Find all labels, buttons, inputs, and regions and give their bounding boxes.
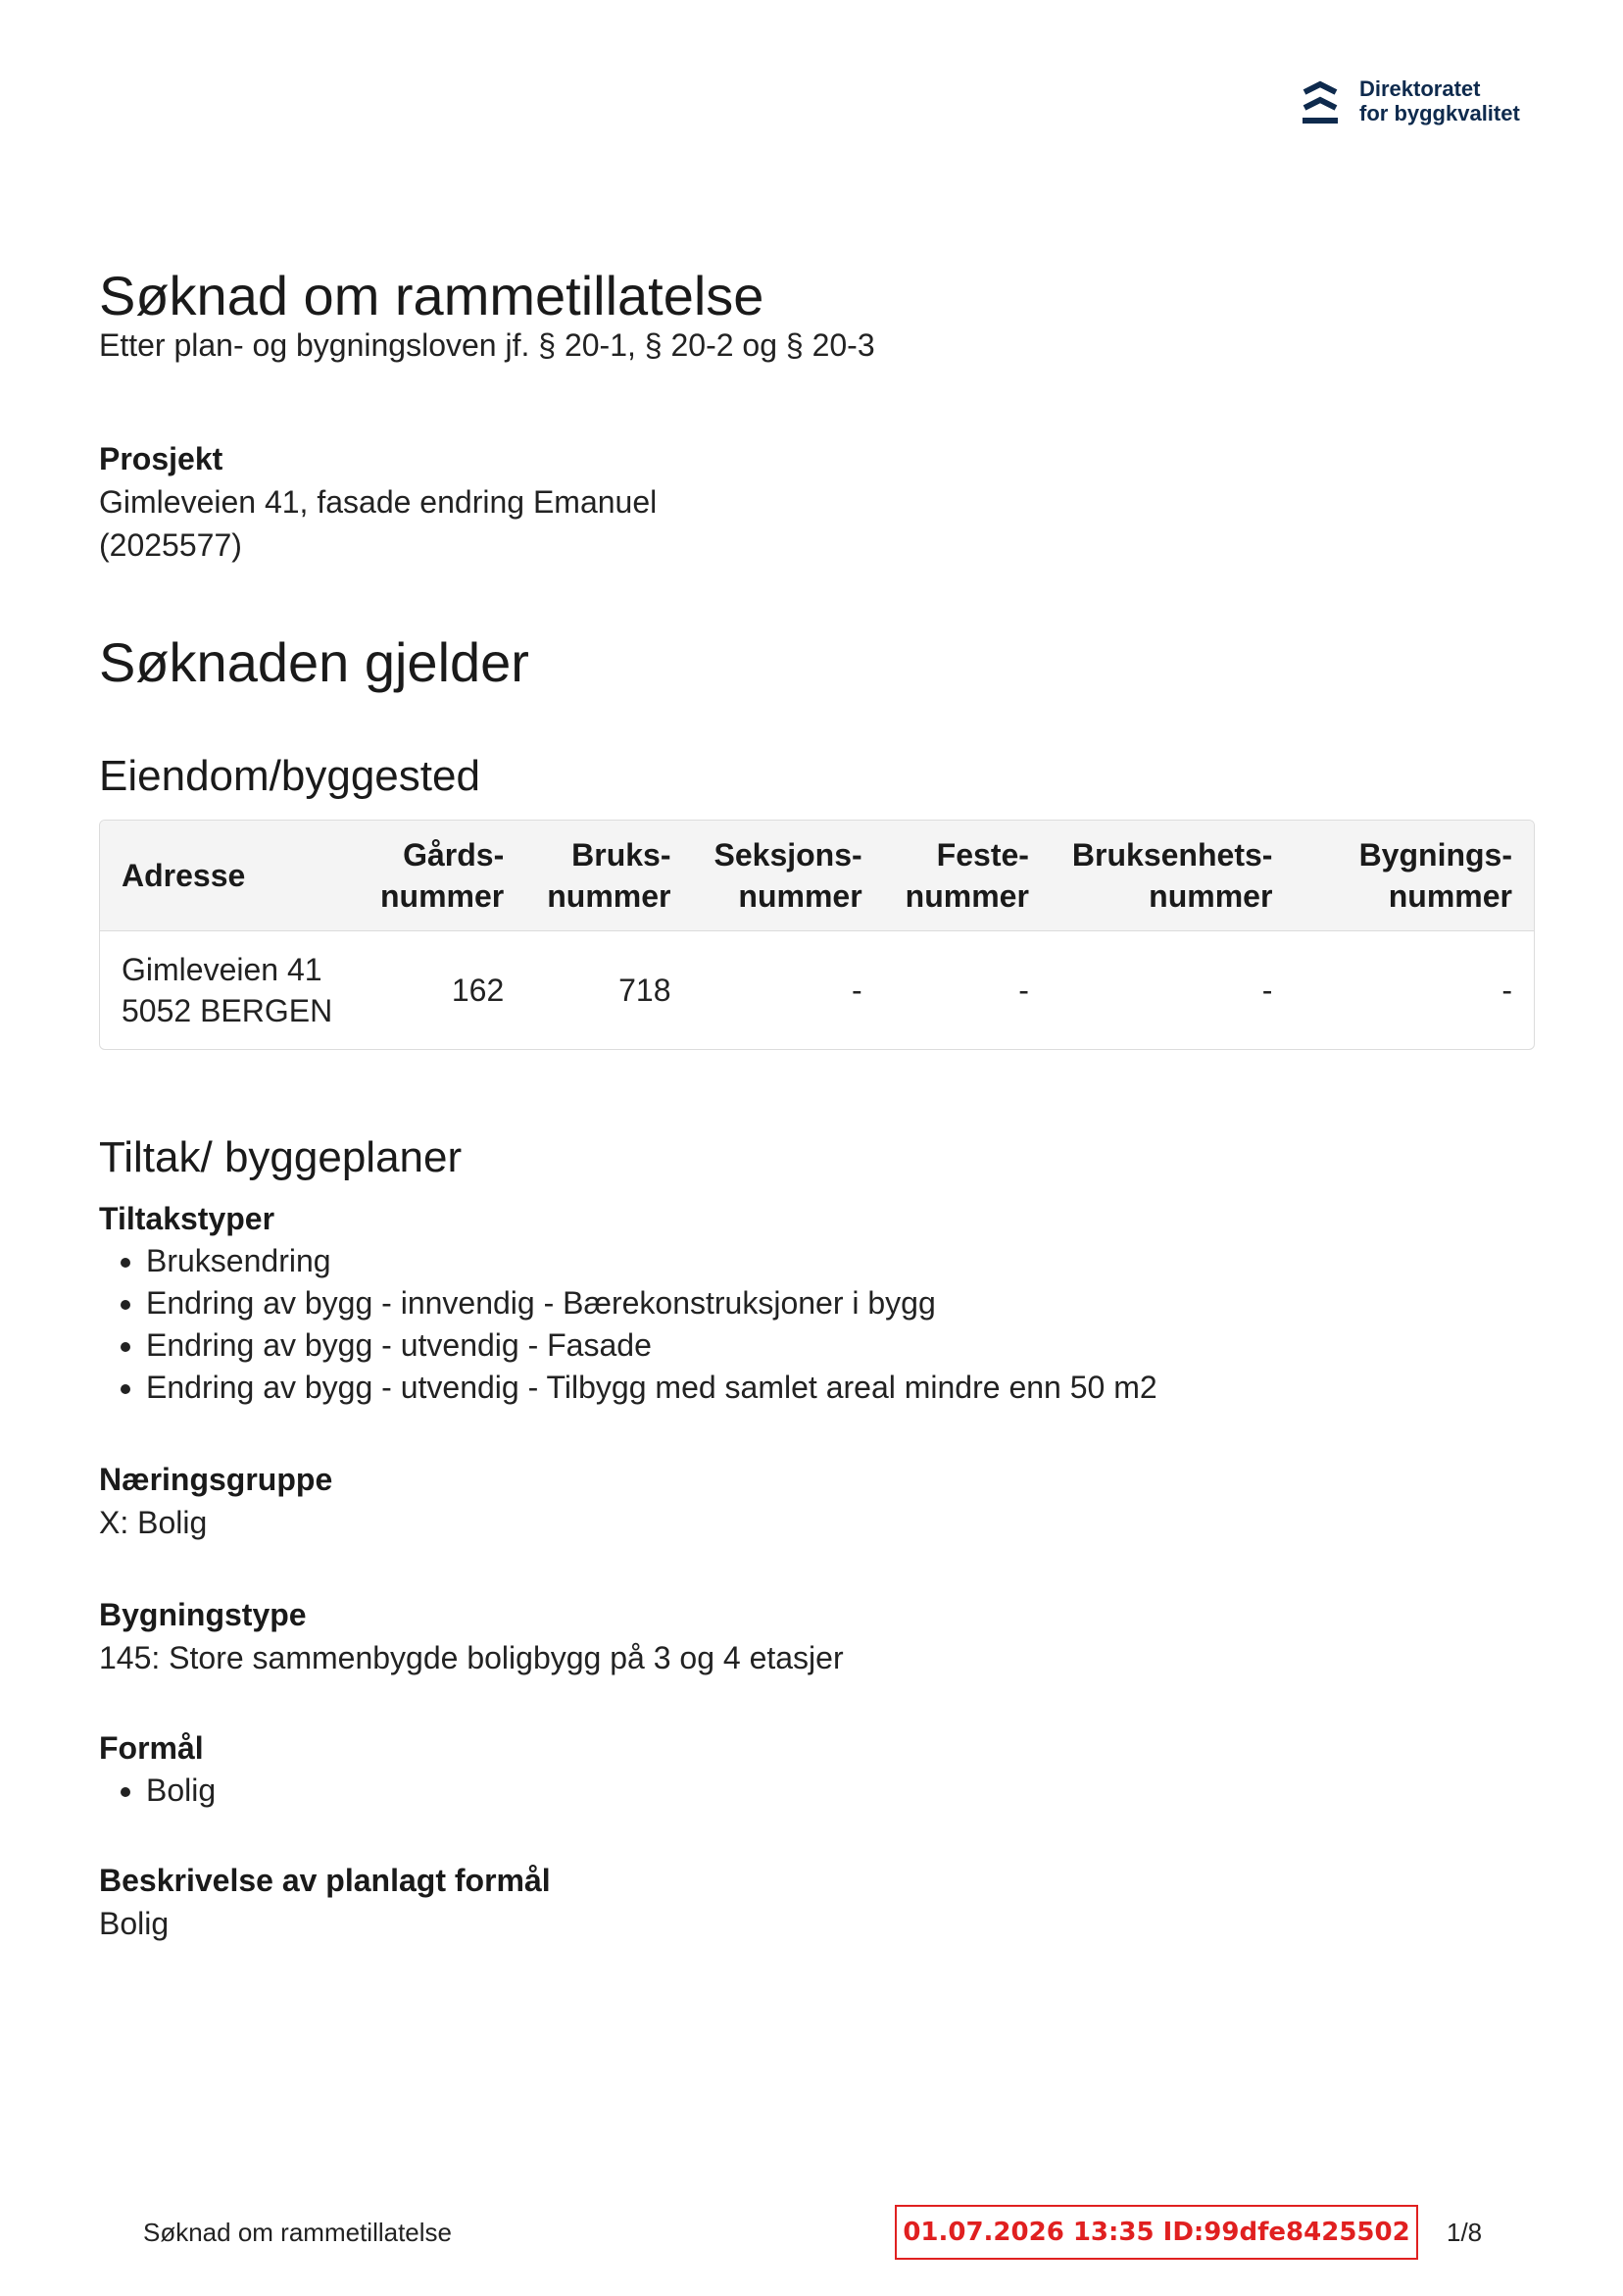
document-title: Søknad om rammetillatelse — [99, 265, 764, 326]
naeringsgruppe-value: X: Bolig — [99, 1505, 208, 1540]
property-heading: Eiendom/byggested — [99, 752, 480, 800]
col-festenummer-line2: nummer — [905, 878, 1029, 914]
cell-bruksenhetsnummer: - — [1051, 930, 1295, 1049]
list-item: • Bolig — [146, 1770, 1535, 1812]
logo-line-1: Direktoratet — [1359, 76, 1481, 101]
logo — [1301, 76, 1520, 127]
col-bygningsnummer — [1294, 821, 1534, 930]
col-bruksnummer-line2: nummer — [547, 878, 671, 914]
bygningstype-label: Bygningstype — [99, 1597, 307, 1632]
dibk-logo-icon — [1301, 80, 1340, 127]
project-name: Gimleveien 41, fasade endring Emanuel — [99, 484, 658, 520]
cell-adresse — [100, 930, 359, 1049]
col-bygningsnummer-line2: nummer — [1388, 878, 1512, 914]
list-item: • Endring av bygg - utvendig - Fasade — [146, 1324, 1535, 1367]
col-bruksenhetsnummer-line2: nummer — [1149, 878, 1273, 914]
naeringsgruppe-label: Næringsgruppe — [99, 1462, 333, 1497]
cell-festenummer: - — [884, 930, 1051, 1049]
footer-title: Søknad om rammetillatelse — [143, 2218, 452, 2247]
col-seksjonsnummer-line2: nummer — [738, 878, 862, 914]
table-row — [100, 930, 1534, 1049]
logo-line-2: for byggkvalitet — [1359, 101, 1520, 125]
col-adresse — [100, 821, 359, 930]
col-festenummer — [884, 821, 1051, 930]
col-bruksenhetsnummer — [1051, 821, 1295, 930]
col-adresse-label: Adresse — [122, 858, 246, 893]
property-table-header — [100, 821, 1534, 930]
project-id: (2025577) — [99, 527, 242, 563]
col-bruksnummer-line1: Bruks- — [571, 837, 671, 873]
col-seksjonsnummer — [693, 821, 884, 930]
col-gardsnummer-line1: Gårds- — [403, 837, 505, 873]
col-bygningsnummer-line1: Bygnings- — [1358, 837, 1512, 873]
tiltak-heading: Tiltak/ byggeplaner — [99, 1133, 463, 1181]
tiltakstyper-list — [99, 1240, 1535, 1409]
logo-text — [1359, 76, 1520, 125]
bygningstype-value: 145: Store sammenbygde boligbygg på 3 og 4 etasjer — [99, 1640, 844, 1675]
col-gardsnummer-line2: nummer — [380, 878, 505, 914]
formal-label: Formål — [99, 1730, 204, 1766]
address-line-1: Gimleveien 41 — [122, 952, 322, 987]
document-subtitle: Etter plan- og bygningsloven jf. § 20-1, § 20-2 og § 20-3 — [99, 327, 875, 363]
col-seksjonsnummer-line1: Seksjons- — [713, 837, 862, 873]
list-item: • Endring av bygg - utvendig - Tilbygg med samlet areal mindre enn 50 m2 — [146, 1367, 1535, 1409]
project-label: Prosjekt — [99, 441, 223, 476]
beskrivelse-value: Bolig — [99, 1906, 170, 1941]
cell-gardsnummer: 162 — [359, 930, 525, 1049]
list-item: • Bruksendring — [146, 1240, 1535, 1282]
cell-seksjonsnummer: - — [693, 930, 884, 1049]
section-heading: Søknaden gjelder — [99, 631, 529, 693]
cell-bruksnummer: 718 — [525, 930, 692, 1049]
col-gardsnummer — [359, 821, 525, 930]
formal-list — [99, 1770, 1535, 1812]
cell-bygningsnummer: - — [1294, 930, 1534, 1049]
timestamp-id-stamp: 01.07.2026 13:35 ID:99dfe8425502 — [895, 2205, 1418, 2260]
tiltakstyper-label: Tiltakstyper — [99, 1201, 275, 1236]
col-bruksnummer — [525, 821, 692, 930]
address-line-2: 5052 BERGEN — [122, 993, 333, 1028]
col-bruksenhetsnummer-line1: Bruksenhets- — [1071, 837, 1273, 873]
list-item: • Endring av bygg - innvendig - Bærekonstruksjoner i bygg — [146, 1282, 1535, 1324]
page-number: 1/8 — [1447, 2218, 1483, 2247]
beskrivelse-label: Beskrivelse av planlagt formål — [99, 1863, 551, 1898]
property-table — [99, 820, 1535, 1050]
col-festenummer-line1: Feste- — [936, 837, 1029, 873]
document-content — [99, 265, 1535, 1945]
